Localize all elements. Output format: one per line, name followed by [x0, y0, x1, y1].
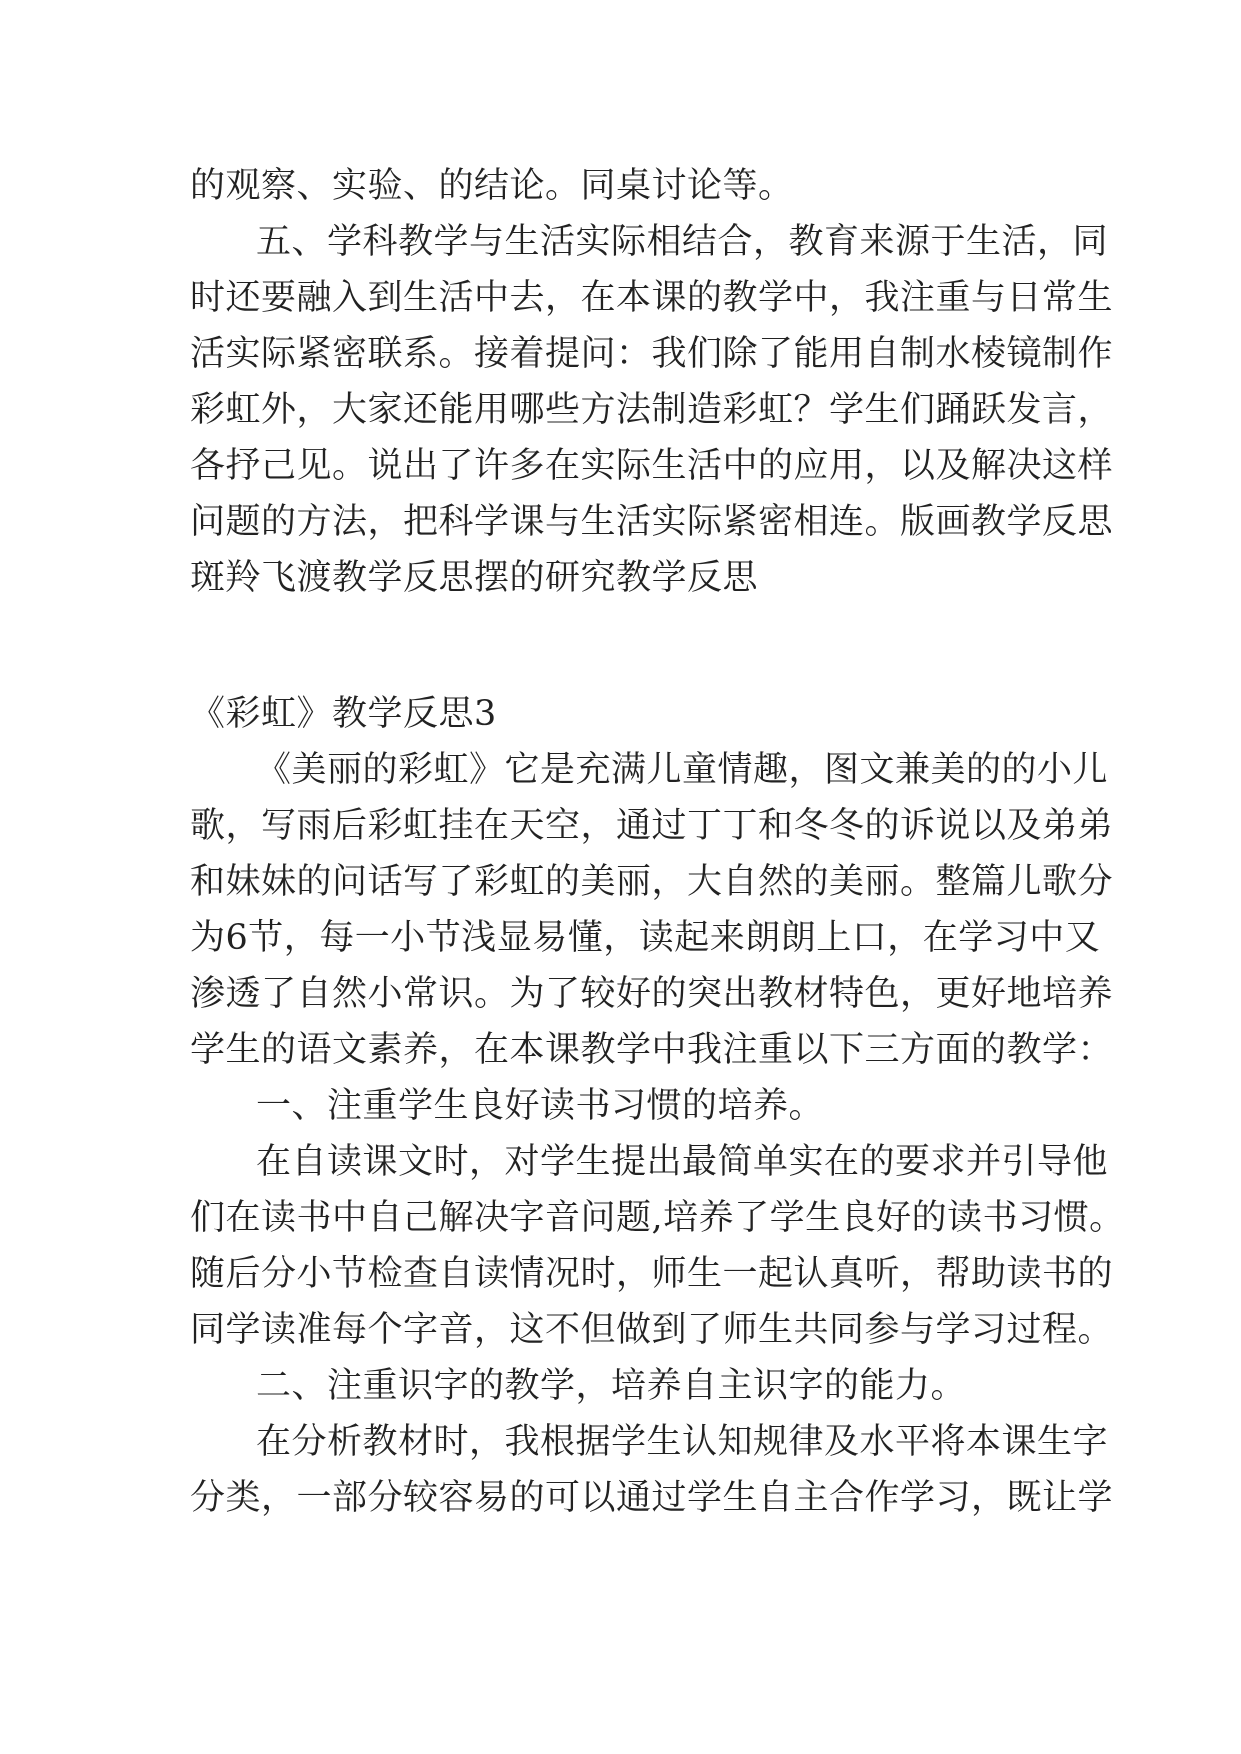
text-line: 斑羚飞渡教学反思摆的研究教学反思 — [190, 558, 759, 598]
text-line: 一、注重学生良好读书习惯的培养。 — [256, 1086, 825, 1126]
text-line: 五、学科教学与生活实际相结合，教育来源于生活，同 — [256, 222, 1109, 262]
text-line: 《美丽的彩虹》它是充满儿童情趣，图文兼美的的小儿 — [256, 750, 1109, 790]
text-line: 各抒己见。说出了许多在实际生活中的应用，以及解决这样 — [190, 446, 1114, 486]
text-line: 问题的方法，把科学课与生活实际紧密相连。版画教学反思 — [190, 502, 1114, 542]
text-line: 的观察、实验、的结论。同桌讨论等。 — [190, 166, 794, 206]
text-line: 歌，写雨后彩虹挂在天空，通过丁丁和冬冬的诉说以及弟弟 — [190, 806, 1114, 846]
text-line: 和妹妹的问话写了彩虹的美丽，大自然的美丽。整篇儿歌分 — [190, 862, 1114, 902]
text-line: 们在读书中自己解决字音问题,培养了学生良好的读书习惯。 — [190, 1198, 1125, 1238]
text-line: 时还要融入到生活中去，在本课的教学中，我注重与日常生 — [190, 278, 1114, 318]
text-line: 随后分小节检查自读情况时，师生一起认真听，帮助读书的 — [190, 1254, 1114, 1294]
text-line: 二、注重识字的教学，培养自主识字的能力。 — [256, 1366, 967, 1406]
text-line: 在自读课文时，对学生提出最简单实在的要求并引导他 — [256, 1142, 1109, 1182]
text-line: 彩虹外，大家还能用哪些方法制造彩虹？学生们踊跃发言， — [190, 390, 1114, 430]
text-line: 学生的语文素养，在本课教学中我注重以下三方面的教学： — [190, 1030, 1114, 1070]
text-line: 渗透了自然小常识。为了较好的突出教材特色，更好地培养 — [190, 974, 1114, 1014]
text-line: 为6节，每一小节浅显易懂，读起来朗朗上口，在学习中又 — [190, 918, 1101, 958]
section-a — [190, 158, 1114, 606]
text-line: 分类，一部分较容易的可以通过学生自主合作学习，既让学 — [190, 1478, 1114, 1518]
text-line: 在分析教材时，我根据学生认知规律及水平将本课生字 — [256, 1422, 1109, 1462]
text-line: 活实际紧密联系。接着提问：我们除了能用自制水棱镜制作 — [190, 334, 1114, 374]
section-b — [190, 686, 1125, 1526]
text-line: 同学读准每个字音，这不但做到了师生共同参与学习过程。 — [190, 1310, 1114, 1350]
section-heading: 《彩虹》教学反思3 — [190, 694, 497, 734]
